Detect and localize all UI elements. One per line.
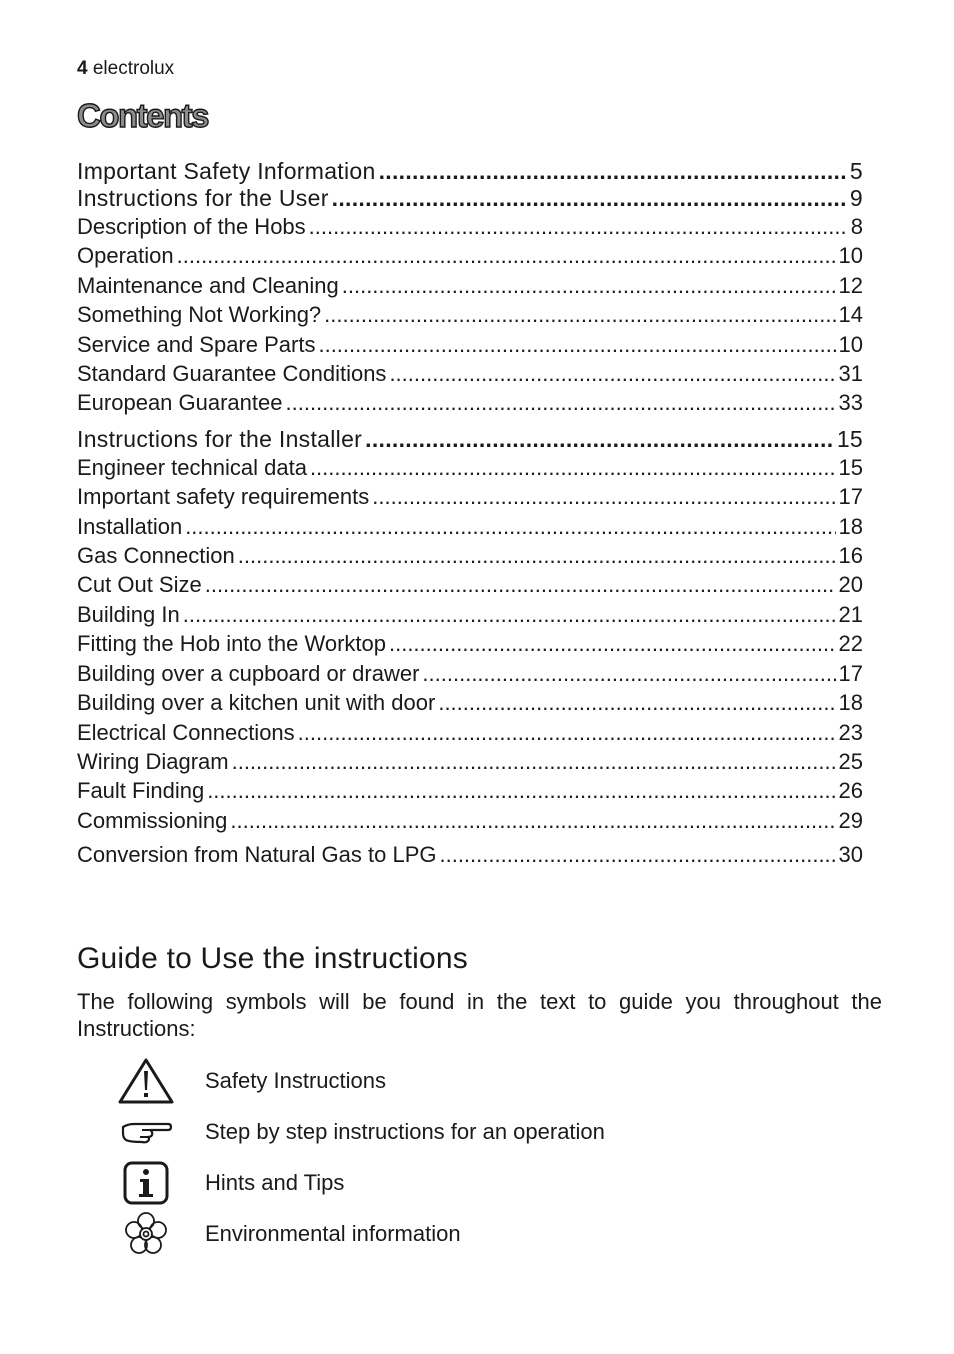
dot-leader bbox=[439, 840, 835, 869]
toc-entry-page: 25 bbox=[838, 748, 863, 774]
toc-group-conversion bbox=[77, 840, 877, 869]
dot-leader bbox=[318, 330, 835, 359]
legend-label: Step by step instructions for an operation bbox=[205, 1119, 605, 1145]
toc-entry-page: 5 bbox=[849, 158, 863, 184]
toc-entry-page: 14 bbox=[838, 302, 863, 328]
toc-entry-label: Building over a cupboard or drawer bbox=[77, 660, 420, 686]
running-header bbox=[77, 56, 877, 82]
toc-entry-page: 15 bbox=[836, 425, 863, 452]
dot-leader bbox=[422, 659, 835, 688]
toc-entry-label: European Guarantee bbox=[77, 390, 283, 416]
toc-entry-page: 20 bbox=[838, 572, 863, 598]
toc-entry-label: Conversion from Natural Gas to LPG bbox=[77, 842, 437, 868]
toc-group-installer bbox=[77, 426, 877, 835]
toc-entry-label: Operation bbox=[77, 243, 174, 269]
toc-entry-page: 29 bbox=[838, 807, 863, 833]
toc-entry bbox=[77, 512, 863, 541]
toc-entry-page: 17 bbox=[838, 484, 863, 510]
toc-entry-label: Cut Out Size bbox=[77, 572, 202, 598]
toc-entry-label: Description of the Hobs bbox=[77, 214, 306, 239]
toc-entry-page: 26 bbox=[838, 778, 863, 804]
toc-entry bbox=[77, 212, 863, 241]
toc-entry-label: Fault Finding bbox=[77, 778, 205, 804]
dot-leader bbox=[205, 570, 836, 599]
dot-leader bbox=[342, 271, 836, 300]
toc-entry-label: Gas Connection bbox=[77, 543, 235, 569]
toc-entry bbox=[77, 482, 863, 511]
dot-leader bbox=[183, 600, 836, 629]
dot-leader bbox=[324, 300, 835, 329]
dot-leader bbox=[177, 241, 836, 270]
dot-leader bbox=[438, 688, 835, 717]
toc-entry-page: 18 bbox=[838, 690, 863, 716]
toc-entry-page: 30 bbox=[838, 842, 863, 868]
pointing-hand-icon bbox=[120, 1118, 172, 1146]
toc-entry-page: 22 bbox=[838, 631, 863, 657]
toc-entry bbox=[77, 629, 863, 658]
toc-entry bbox=[77, 271, 863, 300]
warning-triangle-icon bbox=[117, 1056, 175, 1106]
toc-entry-page: 33 bbox=[838, 390, 863, 416]
dot-leader bbox=[332, 185, 847, 212]
dot-leader bbox=[310, 453, 836, 482]
toc-section-heading bbox=[77, 426, 863, 453]
toc-entry-page: 12 bbox=[838, 272, 863, 298]
toc-entry bbox=[77, 570, 863, 599]
legend-item-hints bbox=[77, 1158, 877, 1209]
toc-entry bbox=[77, 806, 863, 835]
toc-entry-label: Commissioning bbox=[77, 807, 228, 833]
toc-entry-page: 16 bbox=[838, 543, 863, 569]
guide-intro: The following symbols will be found in the text to guide you throughout the Instructions: bbox=[77, 988, 882, 1041]
toc-entry bbox=[77, 776, 863, 805]
dot-leader bbox=[185, 512, 835, 541]
toc-entry-label: Electrical Connections bbox=[77, 719, 295, 745]
toc-entry-page: 15 bbox=[838, 454, 863, 480]
toc-entry-label: Wiring Diagram bbox=[77, 748, 229, 774]
dot-leader bbox=[365, 426, 834, 453]
dot-leader bbox=[230, 806, 835, 835]
toc-entry-label: Important safety requirements bbox=[77, 484, 370, 510]
toc-entry bbox=[77, 541, 863, 570]
toc-entry-label: Service and Spare Parts bbox=[77, 331, 316, 357]
toc-entry bbox=[77, 330, 863, 359]
toc-entry bbox=[77, 747, 863, 776]
toc-entry bbox=[77, 840, 863, 869]
legend-label: Environmental information bbox=[205, 1221, 461, 1247]
toc-entry-label: Something Not Working? bbox=[77, 302, 322, 328]
dot-leader bbox=[379, 158, 847, 185]
toc-entry-label: Building over a kitchen unit with door bbox=[77, 690, 436, 716]
toc-entry bbox=[77, 600, 863, 629]
dot-leader bbox=[207, 776, 835, 805]
toc-entry-page: 8 bbox=[850, 214, 863, 239]
toc-entry bbox=[77, 300, 863, 329]
dot-leader bbox=[389, 359, 835, 388]
guide-title: Guide to Use the instructions bbox=[77, 941, 468, 975]
dot-leader bbox=[232, 747, 836, 776]
toc-entry-label: Fitting the Hob into the Worktop bbox=[77, 631, 386, 657]
toc-entry-label: Installation bbox=[77, 513, 183, 539]
toc-group-user bbox=[77, 158, 877, 418]
dot-leader bbox=[238, 541, 836, 570]
toc-entry bbox=[77, 659, 863, 688]
toc-entry bbox=[77, 688, 863, 717]
dot-leader bbox=[309, 212, 848, 241]
toc-entry-page: 10 bbox=[838, 243, 863, 269]
dot-leader bbox=[298, 718, 836, 747]
legend-item-safety bbox=[77, 1056, 877, 1107]
toc-entry-label: Standard Guarantee Conditions bbox=[77, 361, 387, 387]
table-of-contents bbox=[77, 158, 877, 870]
toc-entry bbox=[77, 453, 863, 482]
symbol-legend bbox=[77, 1056, 877, 1260]
dot-leader bbox=[389, 629, 836, 658]
toc-entry bbox=[77, 718, 863, 747]
toc-entry-label: Instructions for the Installer bbox=[77, 425, 363, 452]
toc-entry-label: Building In bbox=[77, 601, 180, 627]
toc-entry-page: 18 bbox=[838, 513, 863, 539]
legend-item-step bbox=[77, 1107, 877, 1158]
toc-entry-page: 23 bbox=[838, 719, 863, 745]
toc-entry-label: Maintenance and Cleaning bbox=[77, 272, 339, 298]
toc-entry-page: 9 bbox=[849, 185, 863, 211]
dot-leader bbox=[286, 388, 836, 417]
toc-entry-page: 21 bbox=[838, 601, 863, 627]
toc-entry-page: 31 bbox=[838, 361, 863, 387]
dot-leader bbox=[372, 482, 835, 511]
toc-entry-label: Instructions for the User bbox=[77, 185, 329, 211]
brand-name: electrolux bbox=[92, 58, 175, 79]
manual-page bbox=[77, 56, 882, 1260]
page-number: 4 bbox=[77, 58, 88, 79]
toc-section-heading bbox=[77, 158, 863, 185]
legend-label: Safety Instructions bbox=[205, 1068, 386, 1094]
toc-section-heading bbox=[77, 185, 863, 212]
toc-entry bbox=[77, 359, 863, 388]
flower-icon bbox=[122, 1210, 170, 1258]
contents-title: Contents bbox=[77, 97, 208, 134]
toc-entry bbox=[77, 388, 863, 417]
info-icon bbox=[122, 1160, 170, 1206]
legend-item-environment bbox=[77, 1209, 877, 1260]
legend-label: Hints and Tips bbox=[205, 1170, 345, 1196]
toc-entry-label: Engineer technical data bbox=[77, 454, 307, 480]
toc-entry-page: 10 bbox=[838, 331, 863, 357]
toc-entry-page: 17 bbox=[838, 660, 863, 686]
toc-entry-label: Important Safety Information bbox=[77, 158, 376, 184]
toc-entry bbox=[77, 241, 863, 270]
